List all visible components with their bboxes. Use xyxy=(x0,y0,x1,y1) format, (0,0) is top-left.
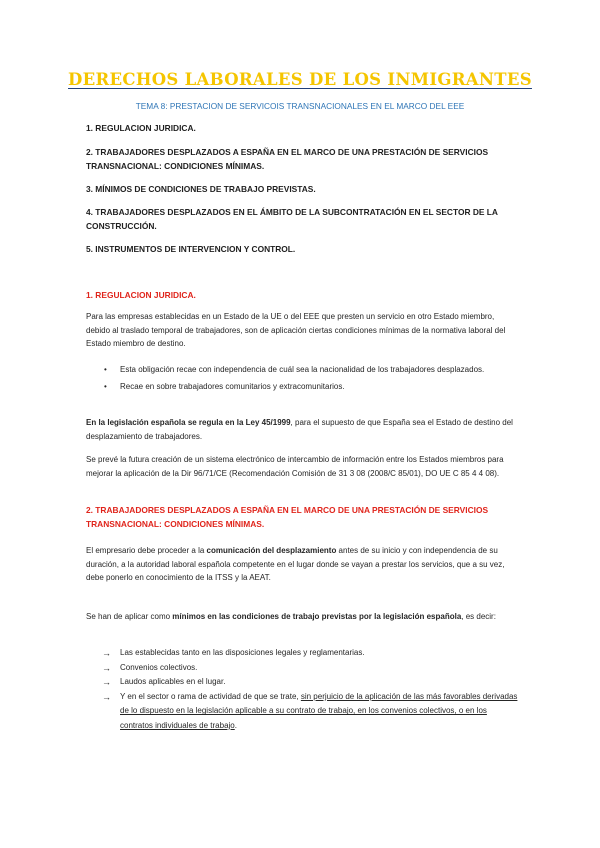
arrow-right-icon: → xyxy=(102,662,111,673)
toc-item-5: 5. INSTRUMENTOS DE INTERVENCION Y CONTROL. xyxy=(86,244,296,254)
bullet-icon: • xyxy=(104,382,107,392)
toc-item-3: 3. MÍNIMOS DE CONDICIONES DE TRABAJO PREVISTAS. xyxy=(86,184,316,194)
document-subtitle: TEMA 8: PRESTACION DE SERVICOIS TRANSNACIONALES EN EL MARCO DEL EEE xyxy=(135,101,465,111)
arrow-right-icon: → xyxy=(102,648,111,658)
section-1-paragraph-3: Se prevé la futura creación de un sistema electrónico de intercambio de información entre los Estados miembros para mejorar la aplicación de la Dir 96/71/CE (Recomendación Comisión de 31 3 08 (2008/C 85/01), DO UE C 85 4 4 08). xyxy=(86,455,504,478)
list-item: • Esta obligación recae con independencia de cuál sea la nacionalidad de los trabajadores desplazados. xyxy=(86,363,518,376)
list-item: → Laudos aplicables en el lugar. xyxy=(86,675,518,690)
section-2-paragraph-2: Se han de aplicar como mínimos en las condiciones de trabajo previstas por la legislación española, es decir: xyxy=(86,612,496,621)
section-1-heading: 1. REGULACION JURIDICA. xyxy=(86,290,196,300)
list-item: → Convenios colectivos. xyxy=(86,661,518,676)
toc-item-2: 2. TRABAJADORES DESPLAZADOS A ESPAÑA EN EL MARCO DE UNA PRESTACIÓN DE SERVICIOS TRANSNACIONAL: CONDICIONES MÍNIMAS. xyxy=(86,147,489,171)
toc-item-1: 1. REGULACION JURIDICA. xyxy=(86,123,196,133)
arrow-right-icon: → xyxy=(102,677,111,688)
section-2-paragraph-1: El empresario debe proceder a la comunicación del desplazamiento antes de su inicio y con independencia de su duración, a la autoridad laboral española competente en el lugar donde se vayan a prestar los servicios, que a su vez, debe ponerlo en conocimiento de la ITSS y la AEAT. xyxy=(86,546,505,583)
list-item: • Recae en sobre trabajadores comunitarios y extracomunitarios. xyxy=(86,380,518,393)
document-title: DERECHOS LABORALES DE LOS INMIGRANTES xyxy=(68,70,532,89)
list-item: → Y en el sector o rama de actividad de que se trate, sin perjuicio de la aplicación de las más favorables derivadas de lo dispuesto en la legislación aplicable a su contrato de trabajo, en los convenios colectivos, o en los contratos individuales de trabajo. xyxy=(102,691,518,730)
section-1-bullet-list xyxy=(86,363,518,397)
section-2-arrow-list xyxy=(86,646,518,734)
arrow-right-icon: → xyxy=(102,691,111,702)
section-2-heading: 2. TRABAJADORES DESPLAZADOS A ESPAÑA EN EL MARCO DE UNA PRESTACIÓN DE SERVICIOS TRANSNACIONAL: CONDICIONES MÍNIMAS. xyxy=(86,505,489,529)
underlined-text: sin perjuicio de la aplicación de las más favorables derivadas de lo dispuesto en la legislación aplicable a su contrato de trabajo, en los convenios colectivos, o en los contratos individuales de trabajo xyxy=(120,691,518,730)
section-1-paragraph-2: En la legislación española se regula en la Ley 45/1999, para el supuesto de que España sea el Estado de destino del desplazamiento de trabajadores. xyxy=(86,418,513,441)
section-1-paragraph-1: Para las empresas establecidas en un Estado de la UE o del EEE que presten un servicio en otro Estado miembro, debido al traslado temporal de trabajadores, son de aplicación ciertas condiciones mínimas de la normativa laboral del Estado miembro de destino. xyxy=(86,312,506,349)
bullet-icon: • xyxy=(104,365,107,374)
list-item: → Las establecidas tanto en las disposiciones legales y reglamentarias. xyxy=(86,646,518,661)
toc-item-4: 4. TRABAJADORES DESPLAZADOS EN EL ÁMBITO DE LA SUBCONTRATACIÓN EN EL SECTOR DE LA CONSTRUCCIÓN. xyxy=(86,207,498,231)
